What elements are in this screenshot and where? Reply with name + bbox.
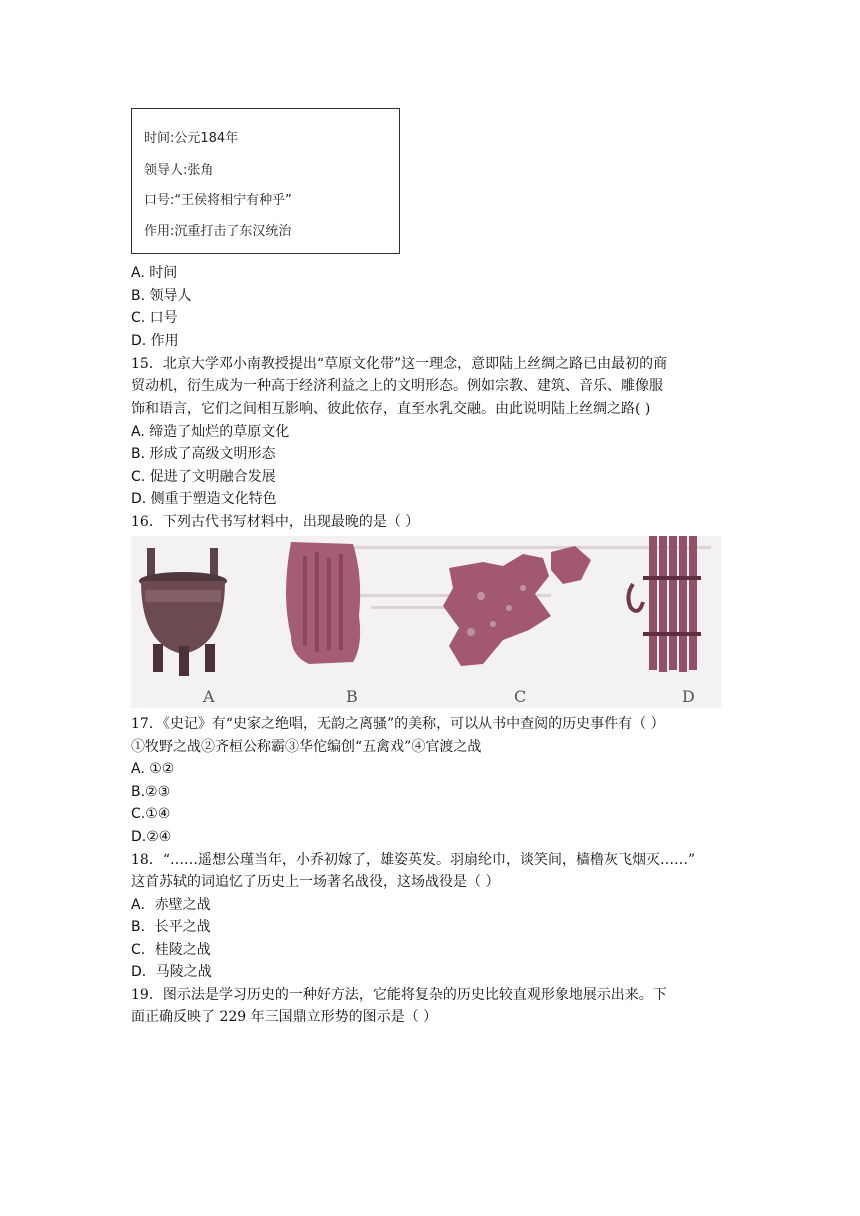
writing-materials-figure <box>131 536 721 708</box>
q14-option-c[interactable]: C. 口号 <box>131 310 178 326</box>
q17-stem-line-2: ①牧野之战②齐桓公称霸③华佗编创“五禽戏”④官渡之战 <box>131 739 482 755</box>
q15-option-b[interactable]: B. 形成了高级文明形态 <box>131 446 276 462</box>
q17-option-d[interactable]: D.②④ <box>131 829 172 845</box>
q17-option-b[interactable]: B.②③ <box>131 784 171 800</box>
q15-option-d[interactable]: D. 侧重于塑造文化特色 <box>131 491 277 507</box>
q18-option-a[interactable]: A．赤壁之战 <box>131 897 211 913</box>
info-time: 时间:公元184年 <box>144 131 239 146</box>
image-label-b: B <box>346 687 358 706</box>
q19-stem-line-1: 19．图示法是学习历史的一种好方法，它能将复杂的历史比较直观形象地展示出来。下 <box>131 987 667 1003</box>
q18-stem-line-1: 18．“……遥想公瑾当年，小乔初嫁了，雄姿英发。羽扇纶巾，谈笑间，樯橹灰飞烟灭……” <box>131 852 696 868</box>
q15-stem-line-1: 15．北京大学邓小南教授提出“草原文化带”这一理念，意即陆上丝绸之路已由最初的商 <box>131 356 668 372</box>
info-leader: 领导人:张角 <box>144 163 214 178</box>
q18-option-d[interactable]: D．马陵之战 <box>131 964 212 980</box>
q15-option-a[interactable]: A. 缔造了灿烂的草原文化 <box>131 424 290 440</box>
bamboo-slips-image <box>628 536 701 672</box>
q14-option-a[interactable]: A. 时间 <box>131 265 178 281</box>
q17-stem-line-1: 17．《史记》有“史家之绝唱，无韵之离骚”的美称，可以从书中查阅的历史事件有（ ） <box>131 716 665 732</box>
q14-option-d[interactable]: D. 作用 <box>131 333 179 349</box>
q15-stem-line-3: 饰和语言，它们之间相互影响、彼此依存，直至水乳交融。由此说明陆上丝绸之路( ) <box>131 401 651 417</box>
q18-stem-line-2: 这首苏轼的词追忆了历史上一场著名战役，这场战役是（ ） <box>131 874 500 890</box>
image-label-d: D <box>682 687 695 706</box>
image-label-a: A <box>203 687 215 706</box>
image-label-c: C <box>514 687 527 706</box>
paper-fragment-image <box>443 546 591 666</box>
info-effect: 作用:沉重打击了东汉统治 <box>144 224 292 239</box>
q15-stem-line-2: 贸动机，衍生成为一种高于经济利益之上的文明形态。例如宗教、建筑、音乐、雕像服 <box>131 378 663 394</box>
info-box <box>131 108 400 254</box>
oracle-bone-image <box>286 542 360 664</box>
q16-stem: 16．下列古代书写材料中，出现最晚的是（ ） <box>131 514 420 530</box>
q17-option-a[interactable]: A. ①② <box>131 761 175 777</box>
info-slogan: 口号:“王侯将相宁有种乎” <box>144 193 292 208</box>
bronze-ding-image <box>139 548 227 676</box>
q18-option-c[interactable]: C．桂陵之战 <box>131 942 211 958</box>
q17-option-c[interactable]: C.①④ <box>131 806 171 822</box>
q15-option-c[interactable]: C. 促进了文明融合发展 <box>131 469 276 485</box>
q14-option-b[interactable]: B. 领导人 <box>131 288 192 304</box>
q19-stem-line-2: 面正确反映了 229 年三国鼎立形势的图示是（ ） <box>131 1009 438 1025</box>
q18-option-b[interactable]: B．长平之战 <box>131 919 211 935</box>
